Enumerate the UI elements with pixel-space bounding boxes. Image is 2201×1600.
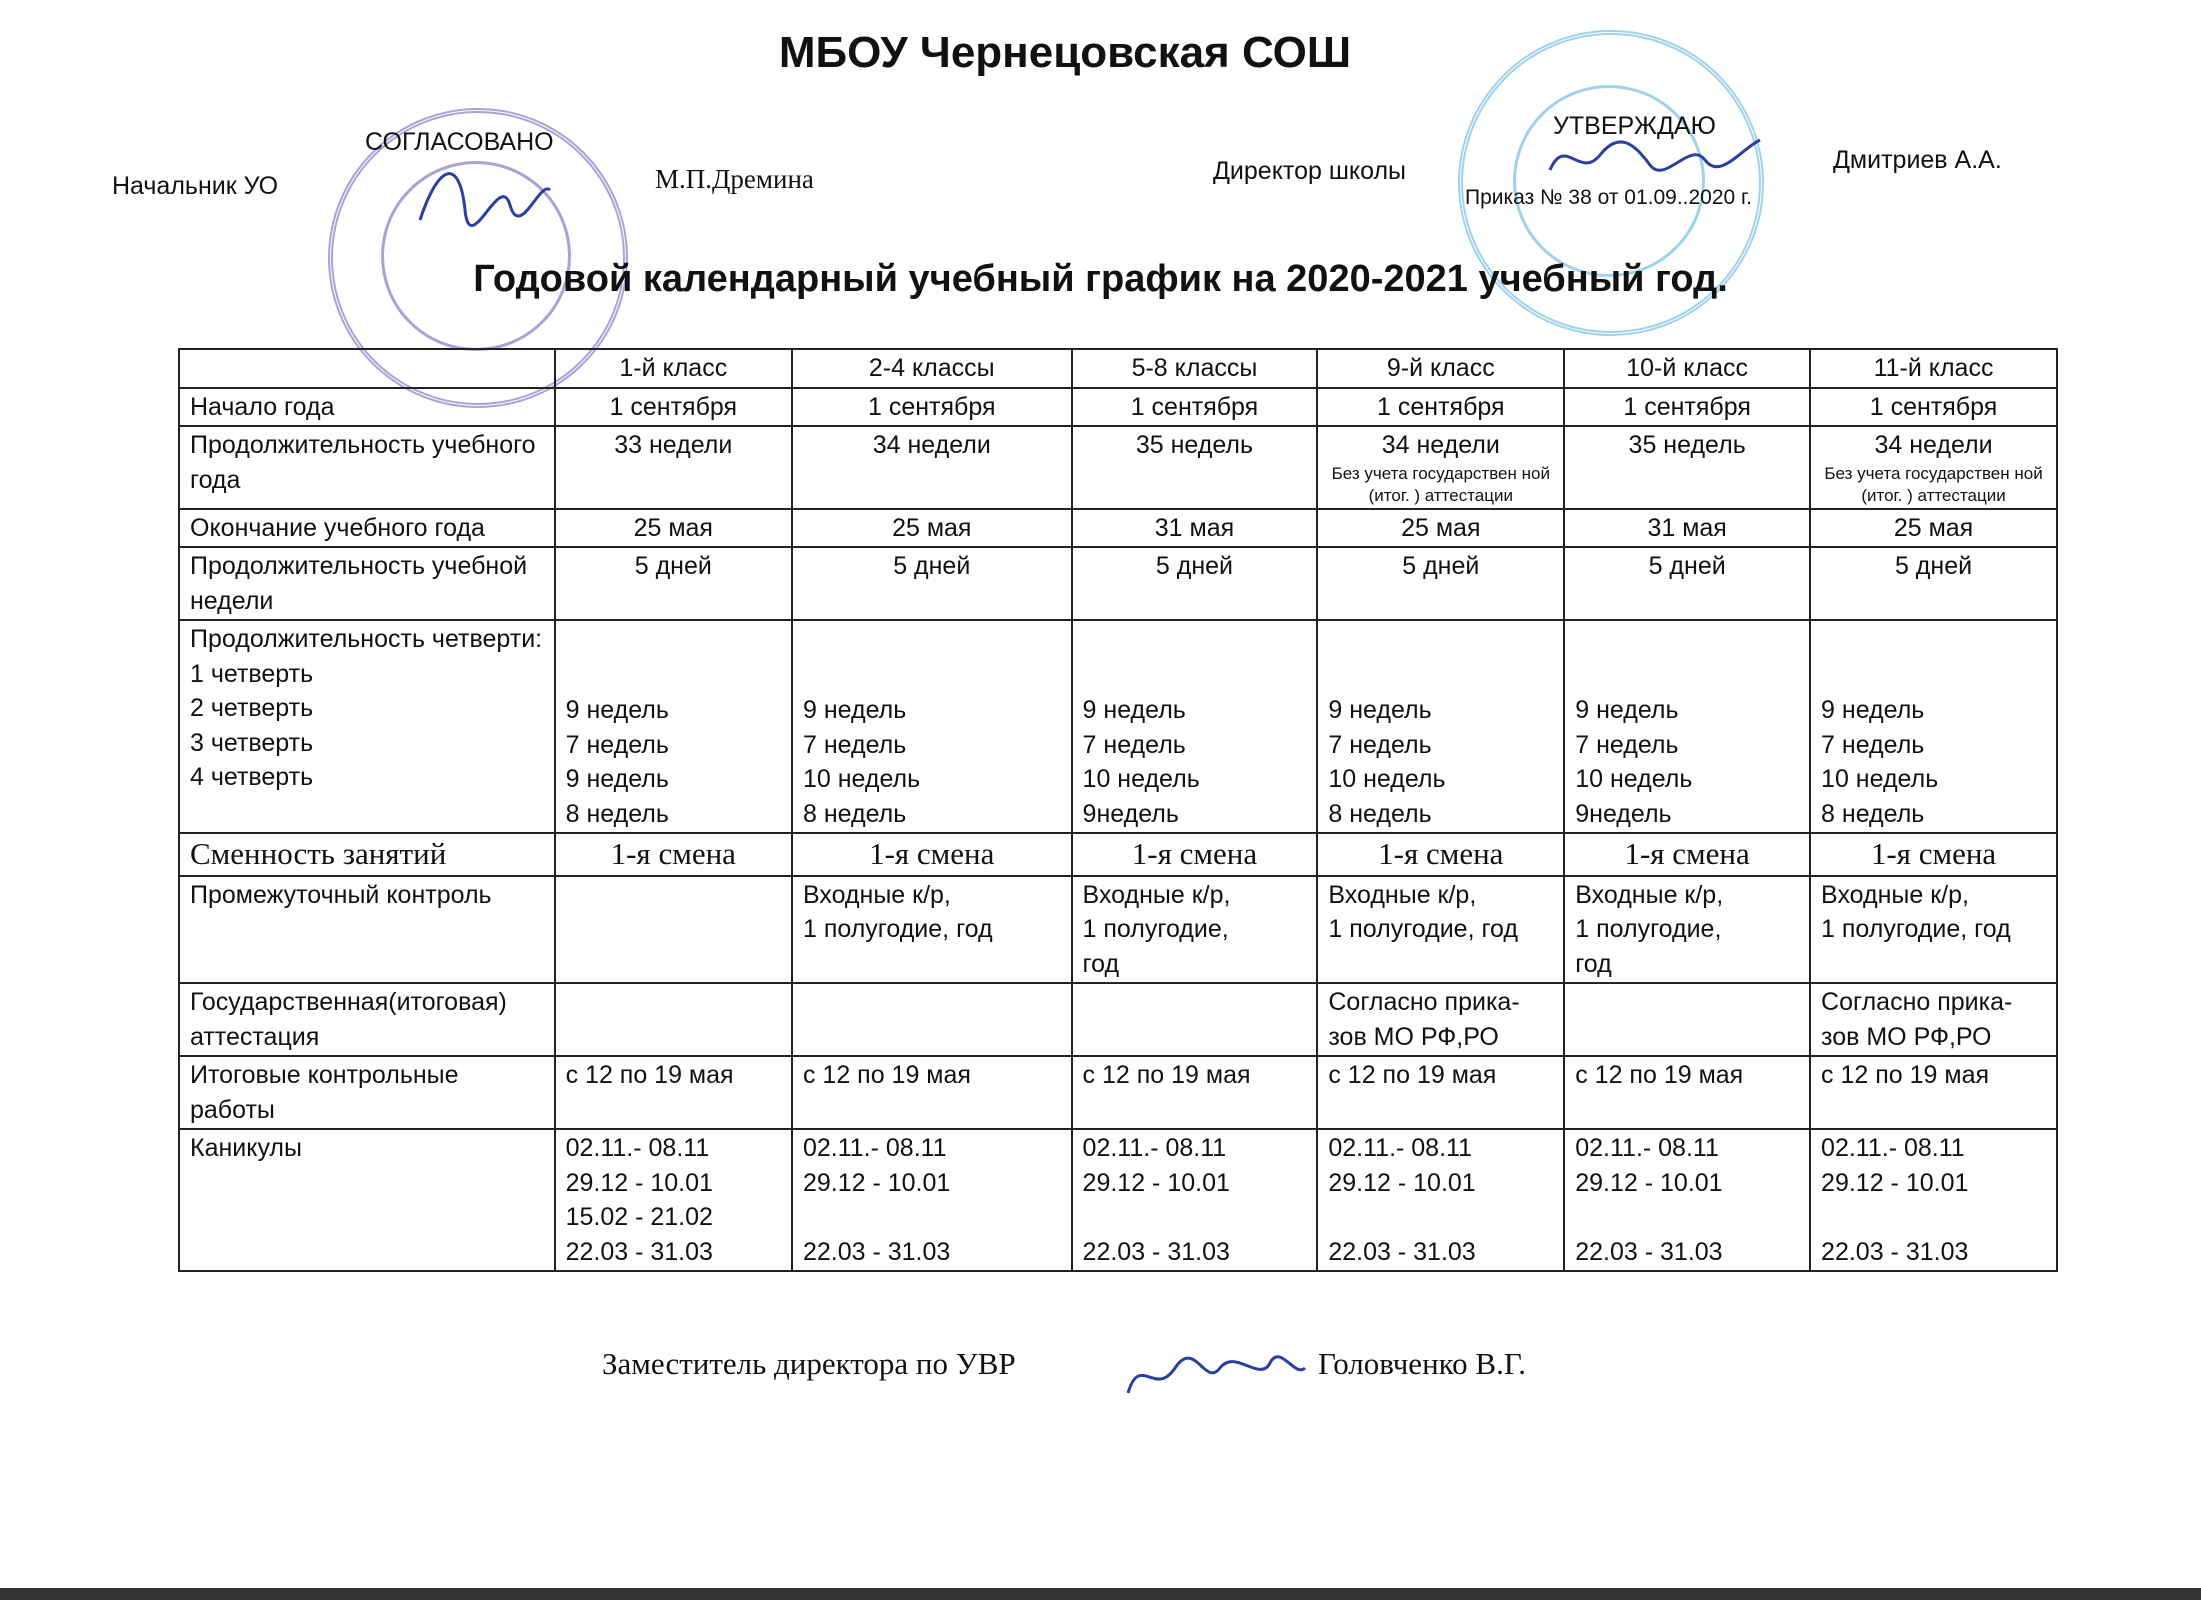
- agreed-position: Начальник УО: [112, 172, 279, 200]
- table-cell: 25 мая: [555, 509, 792, 548]
- table-cell: 9 недель 7 недель 10 недель 8 недель: [792, 620, 1072, 833]
- column-header: 10-й класс: [1564, 349, 1810, 388]
- table-cell: 5 дней: [1072, 547, 1318, 620]
- schedule-table: [178, 348, 2058, 1272]
- table-cell: 02.11.- 08.11 29.12 - 10.01 22.03 - 31.03: [1317, 1129, 1564, 1271]
- table-cell: 02.11.- 08.11 29.12 - 10.01 15.02 - 21.02 22.03 - 31.03: [555, 1129, 792, 1271]
- table-cell: 1 сентября: [792, 388, 1072, 427]
- table-cell: Входные к/р, 1 полугодие, год: [1072, 876, 1318, 984]
- table-cell: Входные к/р, 1 полугодие, год: [1317, 876, 1564, 984]
- table-cell: 02.11.- 08.11 29.12 - 10.01 22.03 - 31.03: [1564, 1129, 1810, 1271]
- table-cell: 9 недель 7 недель 10 недель 8 недель: [1810, 620, 2057, 833]
- row-label: Каникулы: [179, 1129, 555, 1271]
- table-cell: 1 сентября: [1564, 388, 1810, 427]
- approved-label: УТВЕРЖДАЮ: [1553, 112, 1716, 140]
- cell-note: Без учета государствен ной (итог. ) аттестации: [1824, 463, 2043, 505]
- table-cell: Согласно прика- зов МО РФ,РО: [1317, 983, 1564, 1056]
- signature-right: [1540, 120, 1770, 200]
- school-name: МБОУ Чернецовская СОШ: [778, 28, 1352, 77]
- deputy-person: Головченко В.Г.: [1318, 1346, 1526, 1381]
- table-cell: [1317, 426, 1564, 509]
- table-cell: 1 сентября: [555, 388, 792, 427]
- table-cell: Входные к/р, 1 полугодие, год: [1564, 876, 1810, 984]
- table-cell: 1 сентября: [1317, 388, 1564, 427]
- row-label: Продолжительность четверти: 1 четверть 2 четверть 3 четверть 4 четверть: [179, 620, 555, 833]
- table-cell: 5 дней: [1564, 547, 1810, 620]
- row-label: Окончание учебного года: [179, 509, 555, 548]
- table-cell: [1564, 983, 1810, 1056]
- table-row: [179, 983, 2057, 1056]
- approved-person: Дмитриев А.А.: [1833, 146, 2002, 174]
- table-cell: с 12 по 19 мая: [1810, 1056, 2057, 1129]
- table-row: [179, 1129, 2057, 1271]
- column-header: 1-й класс: [555, 349, 792, 388]
- table-row: [179, 833, 2057, 876]
- table-cell: 1-я смена: [1810, 833, 2057, 876]
- signature-bottom: [1120, 1338, 1310, 1418]
- table-cell: 5 дней: [555, 547, 792, 620]
- table-cell: 35 недель: [1072, 426, 1318, 509]
- row-label: Промежуточный контроль: [179, 876, 555, 984]
- table-cell: 9 недель 7 недель 10 недель 8 недель: [1317, 620, 1564, 833]
- table-row: [179, 426, 2057, 509]
- table-cell: 1-я смена: [1317, 833, 1564, 876]
- column-header: 9-й класс: [1317, 349, 1564, 388]
- table-cell: с 12 по 19 мая: [555, 1056, 792, 1129]
- table-cell: 02.11.- 08.11 29.12 - 10.01 22.03 - 31.03: [792, 1129, 1072, 1271]
- table-cell: 1-я смена: [1072, 833, 1318, 876]
- table-cell: 25 мая: [1317, 509, 1564, 548]
- table-cell: 35 недель: [1564, 426, 1810, 509]
- table-cell: 5 дней: [1317, 547, 1564, 620]
- table-cell: 31 мая: [1072, 509, 1318, 548]
- approved-position: Директор школы: [1213, 157, 1407, 185]
- table-cell: [555, 983, 792, 1056]
- table-row: [179, 876, 2057, 984]
- table-cell: 33 недели: [555, 426, 792, 509]
- table-cell: [792, 983, 1072, 1056]
- table-cell: [555, 876, 792, 984]
- table-cell: Согласно прика- зов МО РФ,РО: [1810, 983, 2057, 1056]
- table-cell: с 12 по 19 мая: [792, 1056, 1072, 1129]
- table-cell: [1810, 426, 2057, 509]
- table-row: [179, 620, 2057, 833]
- table-cell: 25 мая: [1810, 509, 2057, 548]
- table-cell: 9 недель 7 недель 10 недель 9недель: [1072, 620, 1318, 833]
- table-cell: 9 недель 7 недель 10 недель 9недель: [1564, 620, 1810, 833]
- table-cell: 1-я смена: [1564, 833, 1810, 876]
- cell-value: 34 недели: [1381, 431, 1500, 459]
- column-header: [179, 349, 555, 388]
- cell-value: 34 недели: [1874, 431, 1993, 459]
- deputy-position: Заместитель директора по УВР: [602, 1346, 1016, 1381]
- column-header: 11-й класс: [1810, 349, 2057, 388]
- scan-edge: [0, 1588, 2201, 1600]
- table-cell: 25 мая: [792, 509, 1072, 548]
- document-title: Годовой календарный учебный график на 2020-2021 учебный год.: [473, 258, 1728, 300]
- header-row: [179, 349, 2057, 388]
- row-label: Продолжительность учебного года: [179, 426, 555, 509]
- cell-note: Без учета государствен ной (итог. ) аттестации: [1331, 463, 1550, 505]
- agreed-person: М.П.Дремина: [655, 164, 814, 194]
- table-cell: [1072, 983, 1318, 1056]
- table-cell: с 12 по 19 мая: [1072, 1056, 1318, 1129]
- table-cell: 34 недели: [792, 426, 1072, 509]
- table-cell: с 12 по 19 мая: [1317, 1056, 1564, 1129]
- table-cell: Входные к/р, 1 полугодие, год: [1810, 876, 2057, 984]
- table-row: [179, 547, 2057, 620]
- signature-left: [410, 150, 560, 240]
- row-label: Итоговые контрольные работы: [179, 1056, 555, 1129]
- order-text: Приказ № 38 от 01.09..2020 г.: [1465, 186, 1752, 209]
- table-cell: 02.11.- 08.11 29.12 - 10.01 22.03 - 31.03: [1810, 1129, 2057, 1271]
- table-row: [179, 509, 2057, 548]
- table-cell: 9 недель 7 недель 9 недель 8 недель: [555, 620, 792, 833]
- row-label: Продолжительность учебной недели: [179, 547, 555, 620]
- table-cell: 5 дней: [1810, 547, 2057, 620]
- row-label: Начало года: [179, 388, 555, 427]
- table-cell: 1 сентября: [1072, 388, 1318, 427]
- table-cell: 5 дней: [792, 547, 1072, 620]
- row-label: Сменность занятий: [179, 833, 555, 876]
- agreed-label: СОГЛАСОВАНО: [365, 128, 554, 156]
- column-header: 5-8 классы: [1072, 349, 1318, 388]
- table-cell: с 12 по 19 мая: [1564, 1056, 1810, 1129]
- table-row: [179, 388, 2057, 427]
- table-cell: 1-я смена: [792, 833, 1072, 876]
- table-cell: 1-я смена: [555, 833, 792, 876]
- row-label: Государственная(итоговая) аттестация: [179, 983, 555, 1056]
- table-cell: 31 мая: [1564, 509, 1810, 548]
- column-header: 2-4 классы: [792, 349, 1072, 388]
- table-row: [179, 1056, 2057, 1129]
- table-cell: 1 сентября: [1810, 388, 2057, 427]
- table-cell: Входные к/р, 1 полугодие, год: [792, 876, 1072, 984]
- table-cell: 02.11.- 08.11 29.12 - 10.01 22.03 - 31.03: [1072, 1129, 1318, 1271]
